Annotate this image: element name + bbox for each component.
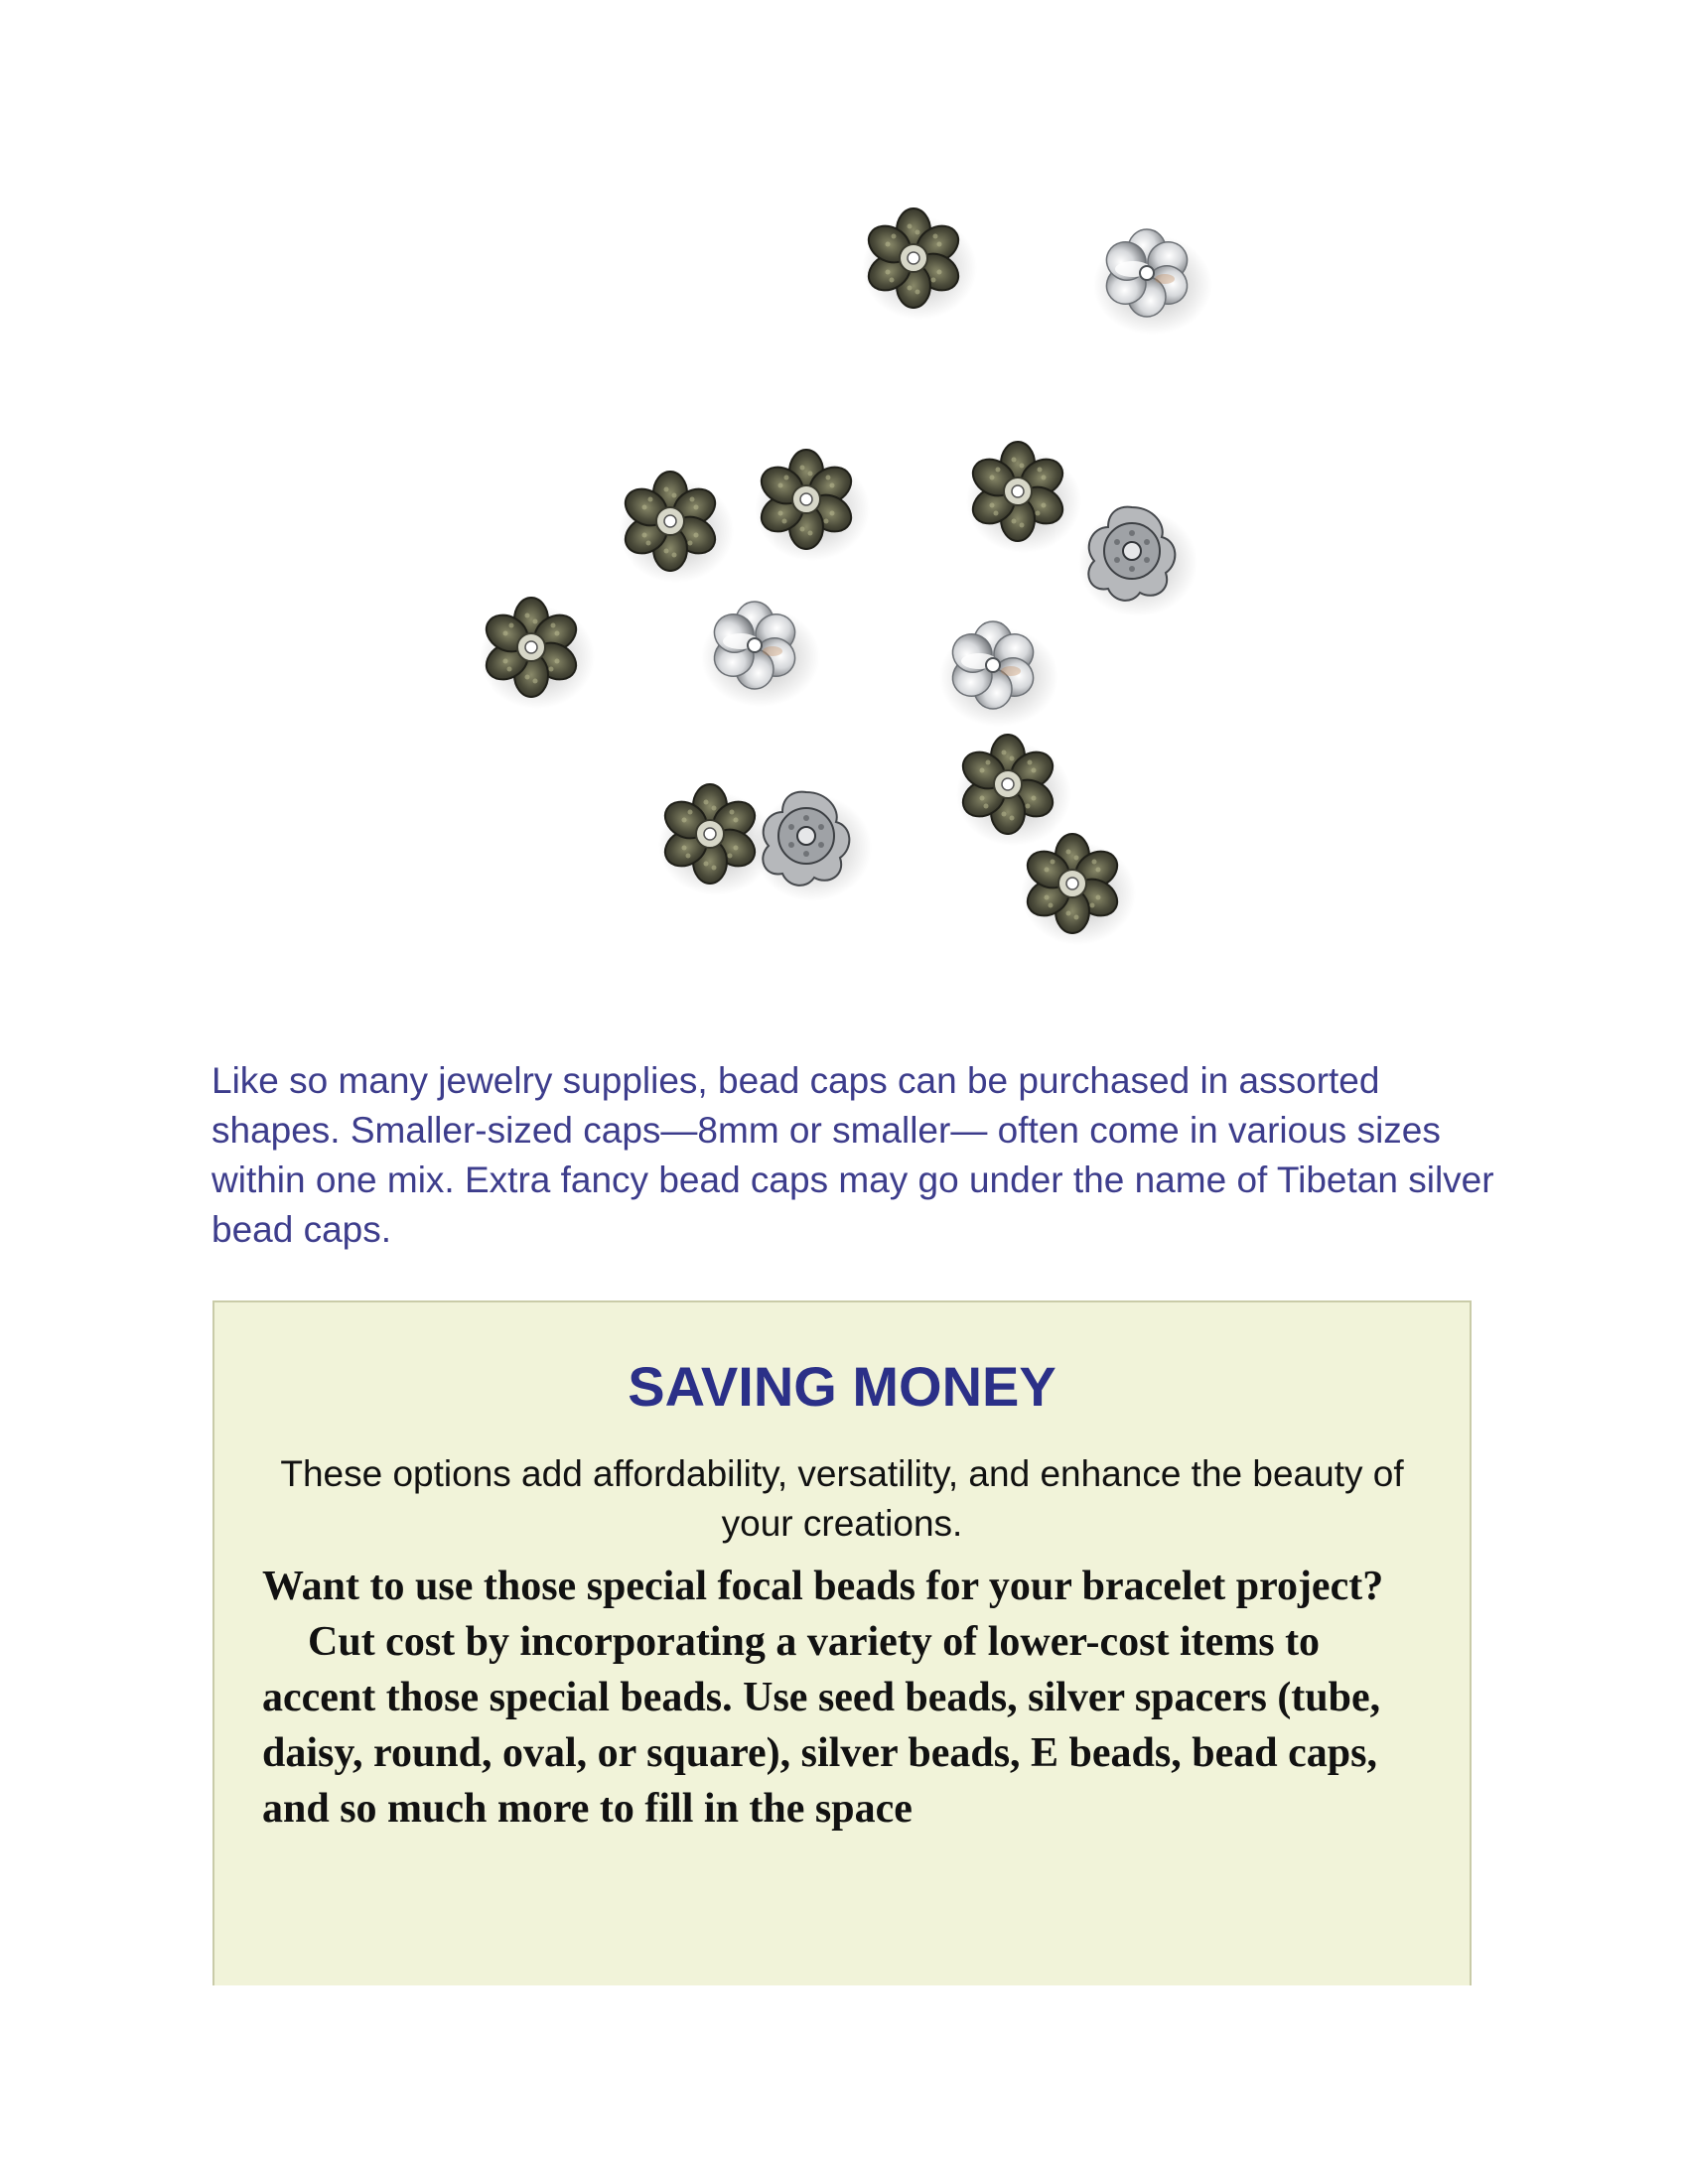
intro-paragraph: Like so many jewelry supplies, bead caps can be purchased in assorted shapes. Smaller-sized caps—8mm or smaller— often come in various sizes within one mix. Extra fancy bead caps may go under the name of Tibetan silver bead caps. [211,1060,1494,1250]
sidebar-lead: These options add affordability, versatility, and enhance the beauty of your creations. [280,1453,1404,1544]
sidebar-answer: Cut cost by incorporating a variety of lower-cost items to accent those special beads. Use seed beads, silver spacers (tube, daisy, round, oval, or square), silver beads, E beads, bead caps, and so much more to fill in the space [262,1619,1381,1832]
sidebar-question: Want to use those special focal beads for your bracelet project? [262,1564,1384,1609]
bead-caps-photo [457,179,1251,1013]
saving-money-sidebar [212,1300,1472,1985]
sidebar-title: SAVING MONEY [628,1355,1056,1418]
sidebar-body [262,1559,1414,1837]
